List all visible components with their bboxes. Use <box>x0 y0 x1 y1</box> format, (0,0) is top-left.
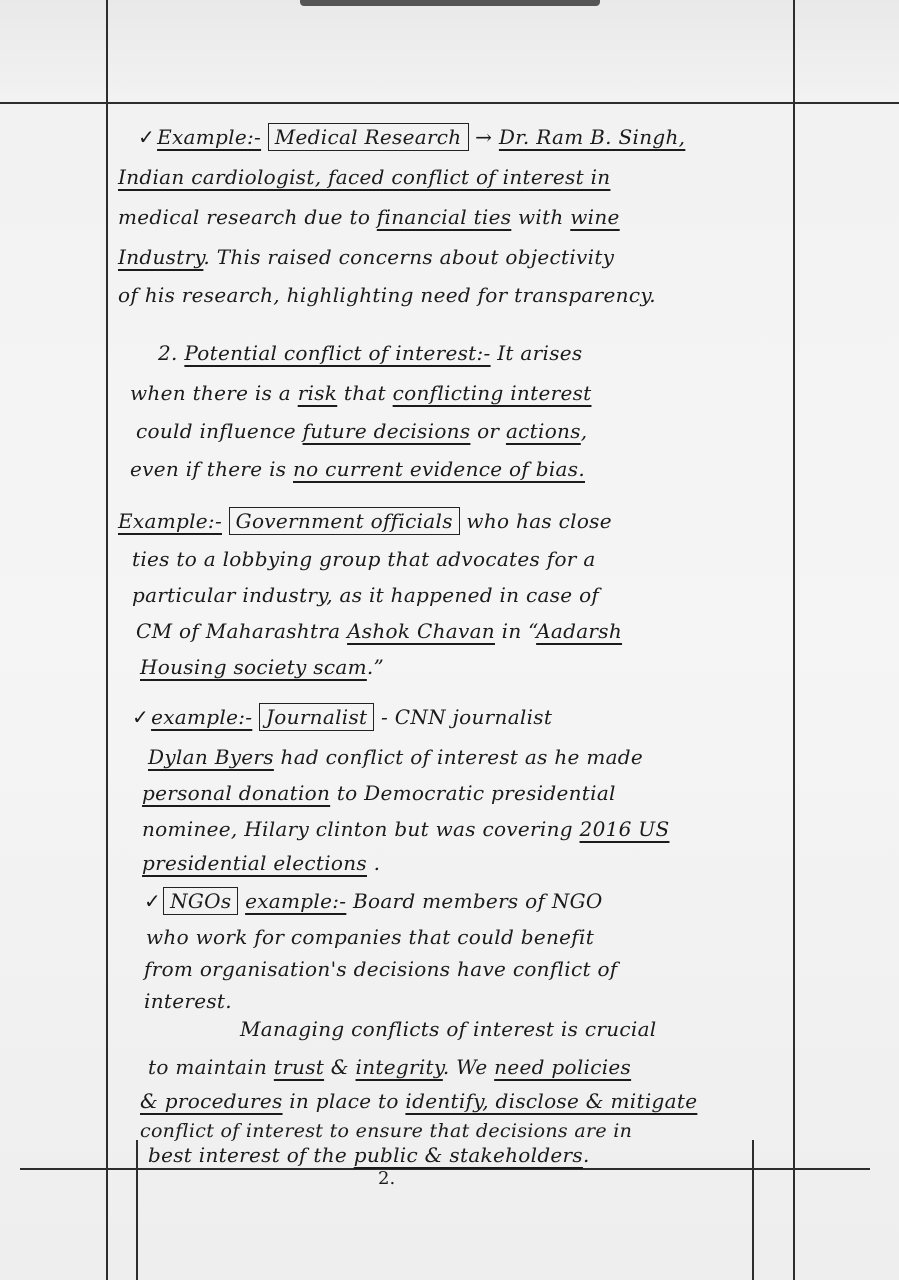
p4-text: to Democratic presidential <box>330 781 616 805</box>
p6-text: . <box>582 1143 590 1167</box>
p6-line1 <box>240 1012 657 1046</box>
p1-text: with <box>511 205 571 229</box>
p1-line2 <box>118 160 610 194</box>
left-margin-line <box>106 0 108 1280</box>
p2-line2 <box>130 376 591 410</box>
p4-text: personal donation <box>142 781 331 805</box>
p6-text: trust <box>273 1055 325 1079</box>
p2-text: It arises <box>490 341 583 365</box>
section-number: 2. <box>158 341 178 365</box>
p1-text: Indian cardiologist, faced conflict of interest in <box>118 165 611 189</box>
boxed-term: Medical Research <box>268 123 469 151</box>
p6-text: Managing conflicts of interest is crucial <box>240 1017 657 1041</box>
p5-line2 <box>146 920 594 954</box>
p2-line4 <box>130 452 585 486</box>
boxed-term: Government officials <box>229 507 460 535</box>
p5-text: from organisation's decisions have conflict of <box>144 957 618 981</box>
p2-text: or <box>470 419 506 443</box>
arrow-icon: → <box>475 125 493 149</box>
p3-line3 <box>132 578 599 612</box>
p3-line4 <box>136 614 622 648</box>
p4-text: - CNN journalist <box>374 705 553 729</box>
p6-text: in place to <box>282 1089 406 1113</box>
p6-text: identify, disclose & mitigate <box>405 1089 698 1113</box>
p3-line5 <box>140 650 384 684</box>
p5-text: Board members of NGO <box>346 889 603 913</box>
p4-text: nominee, Hilary clinton but was covering <box>142 817 580 841</box>
example-label: example:- <box>245 889 347 913</box>
p6-text: . We <box>442 1055 495 1079</box>
p1-line3 <box>118 200 620 234</box>
p2-text: could influence <box>136 419 303 443</box>
check-mark-icon: ✓ <box>132 705 150 729</box>
p6-text: & procedures <box>140 1089 283 1113</box>
top-edge-shadow <box>300 0 600 6</box>
p6-line2 <box>148 1050 631 1084</box>
p2-text: even if there is <box>130 457 293 481</box>
p1-line4 <box>118 240 614 274</box>
p6-text: best interest of the <box>148 1143 354 1167</box>
p3-text: Housing society scam <box>140 655 367 679</box>
top-rule <box>0 102 899 104</box>
check-mark-icon: ✓ <box>138 125 156 149</box>
p3-text: particular industry, as it happened in case of <box>132 583 600 607</box>
p5-text: interest. <box>144 989 232 1013</box>
p4-line3 <box>142 776 616 810</box>
p2-text: future decisions <box>302 419 471 443</box>
p4-line4 <box>142 812 669 846</box>
left-margin-line-lower <box>136 1140 138 1280</box>
example-label: example:- <box>151 705 253 729</box>
p4-text: . <box>366 851 381 875</box>
p1-text: medical research due to <box>118 205 377 229</box>
p1-text: Industry <box>118 245 204 269</box>
p1-text: . This raised concerns about objectivity <box>203 245 615 269</box>
p6-text: conflict of interest to ensure that decisions are in <box>140 1120 633 1142</box>
check-mark-icon: ✓ <box>144 889 162 913</box>
p3-text: who has close <box>459 509 612 533</box>
right-margin-line-lower <box>752 1140 754 1280</box>
p2-line1 <box>158 336 582 370</box>
p2-text: conflicting interest <box>392 381 592 405</box>
p3-line2 <box>132 542 596 576</box>
p3-line1 <box>118 504 612 538</box>
p2-text: , <box>580 419 588 443</box>
p4-line1 <box>132 700 552 734</box>
p3-text: Aadarsh <box>536 619 623 643</box>
p2-text: actions <box>505 419 581 443</box>
p3-text: .” <box>366 655 385 679</box>
p2-text: no current evidence of bias. <box>293 457 585 481</box>
p1-text: wine <box>570 205 620 229</box>
boxed-term: NGOs <box>163 887 238 915</box>
p6-line5 <box>148 1138 590 1172</box>
p6-text: to maintain <box>148 1055 274 1079</box>
person-name: Dr. Ram B. Singh, <box>498 125 686 149</box>
p3-text: CM of Maharashtra <box>136 619 348 643</box>
p5-line1 <box>144 884 603 918</box>
p5-line3 <box>144 952 618 986</box>
p2-text: when there is a <box>130 381 298 405</box>
p4-text: had conflict of interest as he made <box>273 745 644 769</box>
p2-line3 <box>136 414 587 448</box>
example-label: Example:- <box>118 509 222 533</box>
boxed-term: Journalist <box>259 703 374 731</box>
p3-text: ties to a lobbying group that advocates for a <box>132 547 596 571</box>
p6-line3 <box>140 1084 697 1118</box>
right-margin-line <box>793 0 795 1280</box>
page-number: 2. <box>378 1168 396 1189</box>
p1-text: financial ties <box>376 205 512 229</box>
p1-line1 <box>138 120 685 154</box>
section-heading: Potential conflict of interest:- <box>184 341 491 365</box>
p4-line2 <box>148 740 643 774</box>
p4-line5 <box>142 846 380 880</box>
p6-text: & <box>324 1055 356 1079</box>
p6-text: public & stakeholders <box>353 1143 583 1167</box>
p4-text: presidential elections <box>142 851 367 875</box>
p1-text: of his research, highlighting need for transparency. <box>118 283 656 307</box>
p6-text: integrity <box>355 1055 443 1079</box>
p2-text: risk <box>297 381 338 405</box>
p6-text: need policies <box>494 1055 632 1079</box>
p3-text: Ashok Chavan <box>347 619 495 643</box>
p4-text: 2016 US <box>579 817 670 841</box>
p4-text: Dylan Byers <box>148 745 274 769</box>
p1-line5 <box>118 278 656 312</box>
p5-line4 <box>144 984 232 1018</box>
example-label: Example:- <box>157 125 262 149</box>
p3-text: in “ <box>494 619 537 643</box>
p2-text: that <box>337 381 393 405</box>
p5-text: who work for companies that could benefit <box>146 925 595 949</box>
